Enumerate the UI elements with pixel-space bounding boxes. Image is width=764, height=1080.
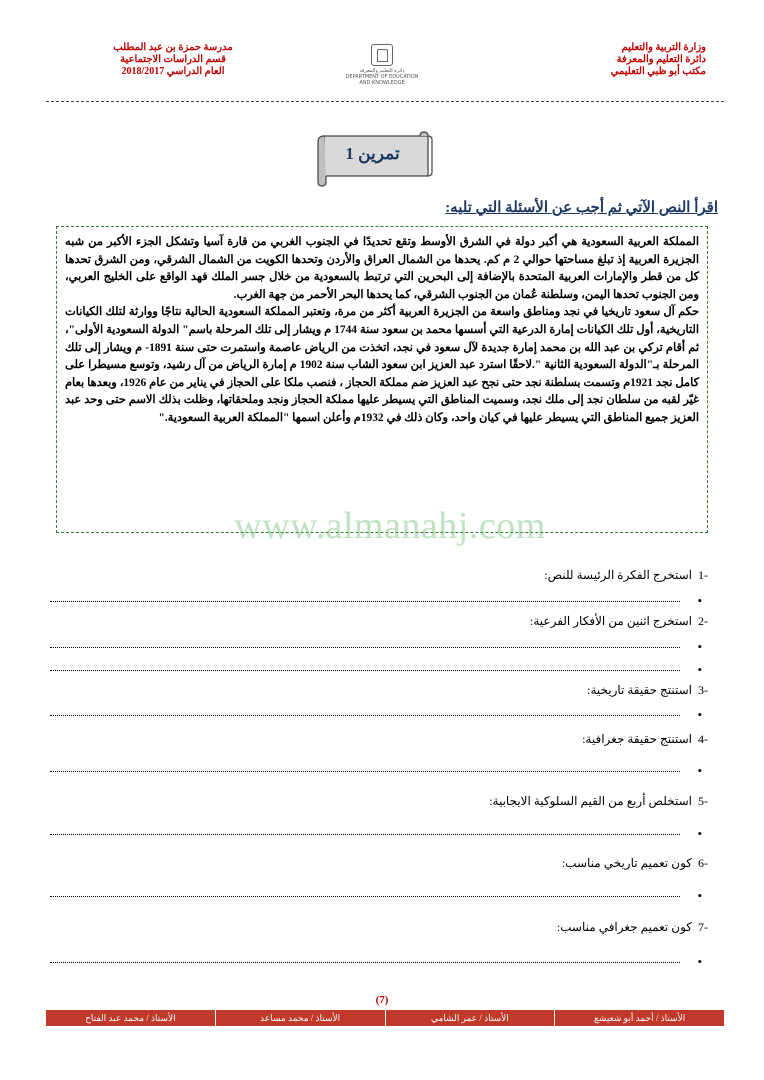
question-number: -2 [698, 614, 708, 628]
teacher-name: الأستاذ / أحمد أبو شعيشع [554, 1010, 724, 1026]
ministry-header [506, 42, 706, 78]
school-header [88, 42, 258, 78]
exercise-title: تمرين 1 [345, 144, 400, 163]
teacher-name: الأستاذ / محمد عبد الفتاح [85, 1013, 176, 1023]
dotted-line [50, 896, 680, 897]
bullet-icon: • [697, 662, 702, 677]
reading-passage [56, 226, 708, 533]
question-4 [58, 732, 708, 747]
question-number: -6 [698, 856, 708, 870]
page-number: (7) [375, 994, 389, 1006]
bullet-icon: • [697, 826, 702, 841]
dotted-line [50, 962, 680, 963]
answer-line[interactable] [50, 594, 714, 608]
bullet-icon: • [697, 763, 702, 778]
answer-line[interactable] [50, 663, 714, 677]
passage-paragraph-history: حكم آل سعود تاريخيا في نجد ومناطق واسعة من الجزيرة العربية أكثر من مرة، وتعتبر المملكة السعودية الحالية نتاجًا ووارثة لتلك الكيانات التاريخية، أول تلك الكيانات إمارة الدرعية التي أسسها محمد بن سعود سنة 1744 م ويشار إلى تلك المرحلة باسم" الدولة السعودية الأولى"، ثم أقام تركي بن عبد الله بن محمد إمارة جديدة لآل سعود في نجد، اتخذت من الرياض عاصمة واستمرت حتى سنة 1891- م ويشار إلى تلك المرحلة بـ"الدولة السعودية الثانية ".لاحقًا استرد عبد العزيز ابن سعود الشاب سنة 1902 م إمارة الرياض من آل رشيد، وتوسع مسيطرا على كامل نجد 1921م وتسمت بسلطنة نجد حتى نجح عبد العزيز ضم مملكة الحجاز ، فنصب ملكا على الحجاز في يناير من عام 1926، وبعدها بعام غيّر لقبه من سلطان نجد إلى ملك نجد، وسميت المناطق التي يسيطر عليها مملكة الحجاز ونجد وملحقاتها، وظلت بذلك الاسم حتى وحد عبد العزيز جميع المناطق التي يسيطر عليها في كيان واحد، وكان ذلك في 1932م وأعلن اسمها "المملكة العربية السعودية." [65, 306, 700, 424]
question-2 [58, 614, 708, 629]
footer-teachers-bar [46, 1010, 724, 1026]
question-5 [58, 794, 708, 809]
dotted-line [50, 670, 680, 671]
answer-line[interactable] [50, 764, 714, 778]
question-number: -4 [698, 732, 708, 746]
teacher-name: الأستاذ / عمر الشامي [385, 1010, 555, 1026]
ministry-line: وزارة التربية والتعليم [621, 42, 706, 53]
answer-line[interactable] [50, 708, 714, 722]
question-7 [58, 920, 708, 935]
emblem-icon [371, 44, 393, 66]
answer-line[interactable] [50, 889, 714, 903]
header-divider [46, 101, 724, 102]
bullet-icon: • [697, 593, 702, 608]
question-number: -7 [698, 920, 708, 934]
question-number: -5 [698, 794, 708, 808]
question-1 [58, 568, 708, 583]
logo-text: دائرة التعليم والمعرفة DEPARTMENT OF EDUCATION AND KNOWLEDGE [345, 68, 419, 86]
question-text: استنتج حقيقة تاريخية: [587, 683, 692, 697]
office-line: مكتب أبو ظبي التعليمي [610, 66, 706, 77]
question-text: استنتج حقيقة جغرافية: [582, 732, 692, 746]
academic-year: العام الدراسي 2018/2017 [121, 66, 225, 77]
question-3 [58, 683, 708, 698]
dotted-line [50, 715, 680, 716]
dotted-line [50, 647, 680, 648]
dotted-line [50, 771, 680, 772]
passage-paragraph-geography: المملكة العربية السعودية هي أكبر دولة في الشرق الأوسط وتقع تحديدًا في الجنوب الغربي من قارة آسيا وتشكل الجزء الأكبر من شبه الجزيرة العربية إذ تبلغ مساحتها حوالي 2 م كم. يحدها من الشمال العراق والأردن وتحدها الكويت من الشمال الشرقي، ومن الشرق تحدها كل من قطر والإمارات العربية المتحدة بالإضافة إلى البحرين التي ترتبط بالسعودية من خلال جسر الملك فهد الواقع على الخليج العربي، ومن الجنوب تحدها اليمن، وسلطنة عُمان من الجنوب الشرقي، كما يحدها البحر الأحمر من جهة الغرب. [65, 236, 700, 301]
bullet-icon: • [697, 954, 702, 969]
question-text: كون تعميم تاريخي مناسب: [561, 856, 692, 870]
bullet-icon: • [697, 707, 702, 722]
question-6 [58, 856, 708, 871]
adek-logo [342, 44, 422, 86]
question-text: استخرج الفكرة الرئيسة للنص: [544, 568, 692, 582]
bullet-icon: • [697, 639, 702, 654]
answer-line[interactable] [50, 955, 714, 969]
bullet-icon: • [697, 888, 702, 903]
section-name: قسم الدراسات الاجتماعية [120, 54, 226, 65]
question-number: -3 [698, 683, 708, 697]
teacher-name: الأستاذ / محمد مساعد [215, 1010, 385, 1026]
school-name: مدرسة حمزة بن عبد المطلب [113, 42, 233, 53]
department-line: دائرة التعليم والمعرفة [616, 54, 706, 65]
question-text: كون تعميم جغرافي مناسب: [556, 920, 692, 934]
exercise-banner [310, 128, 435, 190]
answer-line[interactable] [50, 640, 714, 654]
watermark: www.almanahj.com [234, 505, 546, 547]
dotted-line [50, 601, 680, 602]
question-text: استخرج اثنين من الأفكار الفرعية: [530, 614, 692, 628]
answer-line[interactable] [50, 827, 714, 841]
question-text: استخلص أربع من القيم السلوكية الايجابية: [489, 794, 692, 808]
question-number: -1 [698, 568, 708, 582]
dotted-line [50, 834, 680, 835]
instruction-heading: اقرأ النص الآتي ثم أجب عن الأسئلة التي تليه: [445, 200, 718, 216]
